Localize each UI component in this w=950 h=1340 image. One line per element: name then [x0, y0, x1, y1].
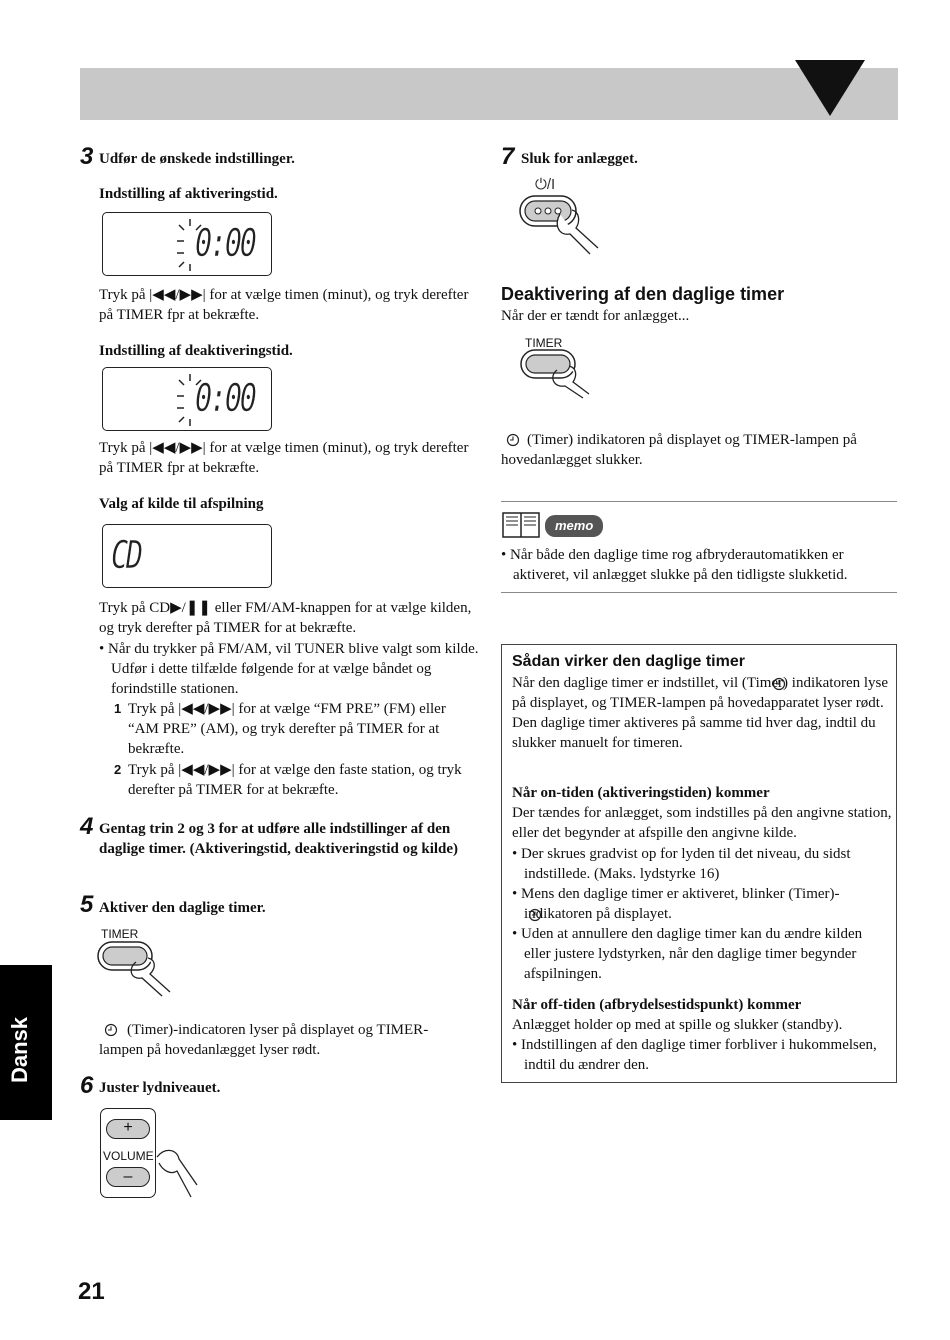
- on-bullet-3: Uden at annullere den daglige timer kan du ændre kilden eller justere lydstyrken, når den daglige timer begynder afspilningen.: [521, 926, 863, 982]
- step5-number: 5: [80, 891, 94, 918]
- list-item: • Mens den daglige timer er aktiveret, blinker (Timer)-indikatoren på displayet.: [512, 886, 840, 922]
- step5-result-text: (Timer)-indicatoren lyser på displayet og TIMER-lampen på hovedanlægget lyser rødt.: [99, 1022, 429, 1058]
- deactivation-intro: Når der er tændt for anlægget...: [501, 308, 690, 324]
- step4-text: Gentag trin 2 og 3 for at udføre alle indstillinger af den daglige timer. (Aktiveringstid, deaktiveringstid og kilde): [99, 821, 459, 857]
- finger-icon: [155, 1145, 200, 1205]
- substep1-number: 1: [114, 701, 122, 716]
- language-tab-label: Dansk: [7, 1016, 32, 1083]
- power-symbol-label: ⏻/I: [535, 176, 556, 193]
- timer-button-label-right: TIMER: [525, 336, 563, 350]
- list-item: • Når du trykker på FM/AM, vil TUNER blive valgt som kilde. Udfør i dette tilfælde følgende for at vælge båndet og forindstille stationen.: [99, 641, 479, 697]
- off-time-heading: Når off-tiden (afbrydelsestidspunkt) kommer: [512, 997, 802, 1013]
- step4-number: 4: [80, 813, 94, 840]
- divider: [501, 592, 897, 593]
- substep1-text: Tryk på |◀◀/▶▶| for at vælge “FM PRE” (FM) eller “AM PRE” (AM), og tryk derefter på TIMER for at bekræfte.: [128, 701, 446, 757]
- source-bullet-text: Når du trykker på FM/AM, vil TUNER blive valgt som kilde. Udfør i dette tilfælde følgende for at vælge båndet og forindstille stationen.: [108, 641, 479, 697]
- substep2-number: 2: [114, 762, 122, 777]
- language-tab: [0, 965, 52, 1120]
- memo-text: Når både den daglige time rog afbryderautomatikken er aktiveret, vil anlægget slukke på den tidligste slukketid.: [510, 547, 848, 583]
- header-bar: [80, 68, 898, 120]
- list-item: • Uden at annullere den daglige timer kan du ændre kilden eller justere lydstyrken, når den daglige timer begynder afspilningen.: [512, 926, 863, 982]
- lcd-display-activation: [102, 212, 272, 276]
- off-bullet-1: Indstillingen af den daglige timer forbliver i hukommelsen, indtil du ændrer den.: [521, 1037, 877, 1073]
- power-button[interactable]: [518, 192, 608, 262]
- step3-text: Udfør de ønskede indstillinger.: [99, 151, 295, 167]
- volume-control: [100, 1108, 156, 1198]
- off-time-bullets: [512, 1035, 890, 1075]
- book-icon: [502, 512, 540, 538]
- step5-text: Aktiver den daglige timer.: [99, 900, 266, 916]
- list-item: • Der skrues gradvist op for lyden til det niveau, du sidst indstillede. (Maks. lydstyrke 16): [512, 846, 851, 882]
- on-time-heading: Når on-tiden (aktiveringstiden) kommer: [512, 785, 770, 801]
- info-box-title: Sådan virker den daglige timer: [512, 653, 745, 670]
- timer-button-label: TIMER: [101, 927, 139, 941]
- step6-number: 6: [80, 1072, 94, 1099]
- timer-button-right[interactable]: [519, 348, 599, 403]
- deactivation-result-text: (Timer) indikatoren på displayet og TIMER-lampen på hovedanlægget slukker.: [501, 432, 857, 468]
- volume-label: VOLUME: [103, 1149, 154, 1163]
- volume-down-button[interactable]: –: [106, 1167, 150, 1187]
- source-heading: Valg af kilde til afspilning: [99, 496, 264, 512]
- source-bullets: [99, 639, 479, 699]
- step6-text: Juster lydniveauet.: [99, 1080, 221, 1096]
- step7-text: Sluk for anlægget.: [521, 151, 638, 167]
- lcd-time-activation: 0:00: [195, 221, 255, 265]
- step3-number: 3: [80, 143, 94, 170]
- source-text: Tryk på CD▶/❚❚ eller FM/AM-knappen for at vælge kilden, og tryk derefter på TIMER for at bekræfte.: [99, 600, 472, 636]
- header-triangle-icon: [795, 58, 905, 122]
- on-bullet-1: Der skrues gradvist op for lyden til det niveau, du sidst indstillede. (Maks. lydstyrke 16): [521, 846, 851, 882]
- divider: [501, 501, 897, 502]
- on-bullet-2: Mens den daglige timer er aktiveret, blinker (Timer)-indikatoren på displayet.: [521, 886, 840, 922]
- step7-number: 7: [501, 143, 515, 170]
- info-box-intro: Når den daglige timer er indstillet, vil (Timer) indikatoren lyse på displayet, og TIMER-lampen på hovedapparatet lyser rødt. Den daglige timer aktiveres på samme tid hver dag, indtil du slukker manuelt for timeren.: [512, 675, 889, 751]
- on-time-bullets: [512, 844, 890, 984]
- list-item: • Når både den daglige time rog afbryderautomatikken er aktiveret, vil anlægget slukke på den tidligste slukketid.: [501, 547, 848, 583]
- lcd-display-deactivation: [102, 367, 272, 431]
- deactivation-heading: Indstilling af deaktiveringstid.: [99, 343, 293, 359]
- lcd-display-source: [102, 524, 272, 588]
- deactivation-section-title: Deaktivering af den daglige timer: [501, 284, 785, 304]
- info-box: [501, 644, 897, 1083]
- substep2-text: Tryk på |◀◀/▶▶| for at vælge den faste station, og tryk derefter på TIMER for at bekræfte.: [128, 762, 462, 798]
- memo-list: [501, 545, 897, 585]
- volume-up-button[interactable]: +: [106, 1119, 150, 1139]
- timer-button[interactable]: [96, 940, 176, 1000]
- timer-clock-icon: [528, 908, 542, 922]
- memo-badge: memo: [545, 515, 603, 537]
- deactivation-text: Tryk på |◀◀/▶▶| for at vælge timen (minut), og tryk derefter på TIMER fpr at bekræfte.: [99, 440, 469, 476]
- activation-heading: Indstilling af aktiveringstid.: [99, 186, 278, 202]
- off-time-text: Anlægget holder op med at spille og slukker (standby).: [512, 1017, 843, 1033]
- lcd-source: CD: [111, 533, 141, 577]
- page-number: 21: [78, 1278, 105, 1305]
- lcd-time-deactivation: 0:00: [195, 376, 255, 420]
- on-time-text: Der tændes for anlægget, som indstilles på den angivne station, eller det begynder at afspille den angivne kilde.: [512, 805, 892, 841]
- activation-text: Tryk på |◀◀/▶▶| for at vælge timen (minut), og tryk derefter på TIMER fpr at bekræfte.: [99, 287, 469, 323]
- list-item: • Indstillingen af den daglige timer forbliver i hukommelsen, indtil du ændrer den.: [512, 1037, 877, 1073]
